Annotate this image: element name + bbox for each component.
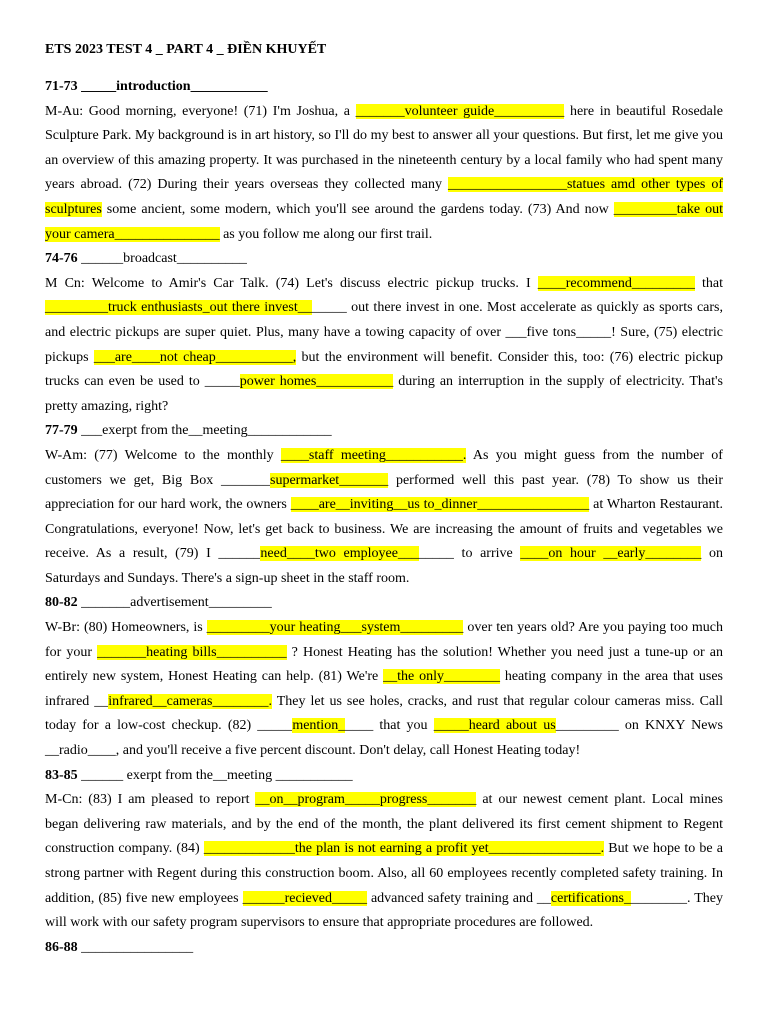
highlighted-answer: _________________statues amd other types of sculptures [45,177,723,217]
document-page [45,40,723,960]
transcript-text: at Wharton Restaurant. Congratulations, everyone! Now, let's get back to business. We are increasing the amount of fruits and vegetables we receive. As a result, (79) I ______ [45,497,723,562]
section-number: 86-88 [45,939,78,955]
section-heading-label: _______advertisement_________ [77,595,272,611]
transcript-text: As you might guess from the number of customers we get, Big Box _______ [45,447,723,488]
transcript-text: _________ on KNXY News __radio____, and you'll receive a five percent discount. Don't delay, call Honest Heating today! [45,718,723,759]
section-heading-80-82 [45,591,723,616]
transcript-text: as you follow me along our first trail. [219,226,433,242]
highlighted-answer: ___are____not cheap___________, [93,349,297,365]
transcript-paragraph [45,100,723,248]
transcript-text: some ancient, some modern, which you'll see around the gardens today. (73) And now [101,201,614,217]
section-number: 71-73 [45,79,78,94]
section-heading-86-88 [45,936,723,961]
highlighted-answer: need____two employee___ [260,546,419,562]
transcript-text: M-Au: Good morning, everyone! (71) I'm Joshua, a [45,103,356,119]
highlighted-answer: ______recieved_____ [242,890,367,906]
highlighted-answer: _____heard about us [433,718,556,734]
transcript-text: W-Br: (80) Homeowners, is [45,620,207,636]
highlighted-answer: mention_ [292,718,346,734]
transcript-text: that [694,275,723,291]
transcript-text: at our newest cement plant. Local mines began delivering raw materials, and by the end of the month, the plant delivered its first cement shipment to Regent construction company. (84) [45,792,723,857]
highlighted-answer: certifications_ [550,890,631,906]
transcript-paragraph [45,616,723,764]
transcript-text: _____ out there invest in one. Most accelerate as quickly as sports cars, and electric pickups are super quiet. Plus, many have a towing capacity of over ___five tons_____! Sure, (75) electric pickups [45,300,723,365]
section-number: 83-85 [45,767,78,783]
highlighted-answer: supermarket_______ [270,472,389,488]
transcript-text: on Saturdays and Sundays. There's a sign-up sheet in the staff room. [45,546,723,586]
transcript-text: performed well this past year. (78) To show us their appreciation for our hard work, the owners [45,472,723,513]
highlighted-answer: _____________the plan is not earning a profit yet________________. [203,841,605,857]
transcript-paragraph [45,272,723,420]
section-heading-label: _____introduction___________ [77,79,268,94]
highlighted-answer: _________truck enthusiasts_out there invest__ [45,300,312,316]
section-heading-74-76 [45,247,723,272]
document-title: ETS 2023 TEST 4 _ PART 4 _ ĐIỀN KHUYẾT [45,42,327,57]
transcript-text: over ten years old? Are you paying too much for your [45,620,724,660]
transcript-text: M Cn: Welcome to Amir's Car Talk. (74) Let's discuss electric pickup trucks. I [45,275,538,291]
section-number: 77-79 [45,423,78,439]
section-number: 80-82 [45,595,78,611]
section-heading-83-85 [45,764,723,789]
transcript-text: but the environment will benefit. Consider this, too: (76) electric pickup trucks can even be used to _____ [45,349,723,390]
highlighted-answer: ____recommend_________ [537,275,695,291]
highlighted-answer: _________take out your camera_______________ [45,201,723,242]
sections-container [45,75,723,936]
transcript-text: But we hope to be a strong partner with Regent during this construction boom. Also, all 60 employees recently completed safety training. In addition, (85) five new employees [45,841,723,906]
highlighted-answer: __on__program_____progress_______ [255,792,477,808]
transcript-text: W-Am: (77) Welcome to the monthly [45,447,281,463]
transcript-paragraph [45,444,723,592]
transcript-text: heating company in the area that uses infrared __ [45,669,723,709]
transcript-text: here in beautiful Rosedale Sculpture Park. My background is in art history, so I'll do my best to answer all your questions. But first, let me give you an overview of this amazing property. It was purchased in the nineteenth century by a local family who had spent many years abroad. (72) During their years overseas they collected many [45,103,723,193]
highlighted-answer: __the only________ [383,669,500,685]
highlighted-answer: infrared__cameras________. [108,693,272,709]
section-heading-71-73 [45,75,723,100]
section-number: 74-76 [45,251,78,267]
transcript-text: They let us see holes, cracks, and rust that regular colour cameras miss. Call today for a low-cost checkup. (82) _____ [45,693,723,734]
transcript-text: _____ to arrive [418,546,521,562]
transcript-text: advanced safety training and __ [366,890,551,906]
highlighted-answer: ____on hour __early________ [520,546,702,562]
transcript-text: M-Cn: (83) I am pleased to report [45,792,256,808]
section-heading-label: ___exerpt from the__meeting____________ [77,423,332,439]
highlighted-answer: _______heating bills__________ [97,644,287,660]
transcript-text: ____ that you [345,718,434,734]
highlighted-answer: ____staff meeting___________. [280,447,467,463]
transcript-text: ________. They will work with our safety program supervisors to ensure that appropriate procedures are followed. [45,890,723,931]
section-heading-label: ______broadcast__________ [77,251,247,267]
section-heading-blank: ________________ [77,939,194,955]
highlighted-answer: _______volunteer guide__________ [355,103,565,119]
transcript-text: ? Honest Heating has the solution! Whether you need just a tune-up or an entirely new system, Honest Heating can help. (81) We're [45,644,723,685]
highlighted-answer: _________your heating___system_________ [206,620,464,636]
highlighted-answer: ____are__inviting__us to_dinner________________ [290,497,590,513]
section-heading-77-79 [45,419,723,444]
section-heading-label: ______ exerpt from the__meeting ___________ [77,767,353,783]
transcript-text: during an interruption in the supply of electricity. That's pretty amazing, right? [45,374,723,414]
highlighted-answer: power homes___________ [239,374,394,390]
transcript-paragraph [45,788,723,936]
